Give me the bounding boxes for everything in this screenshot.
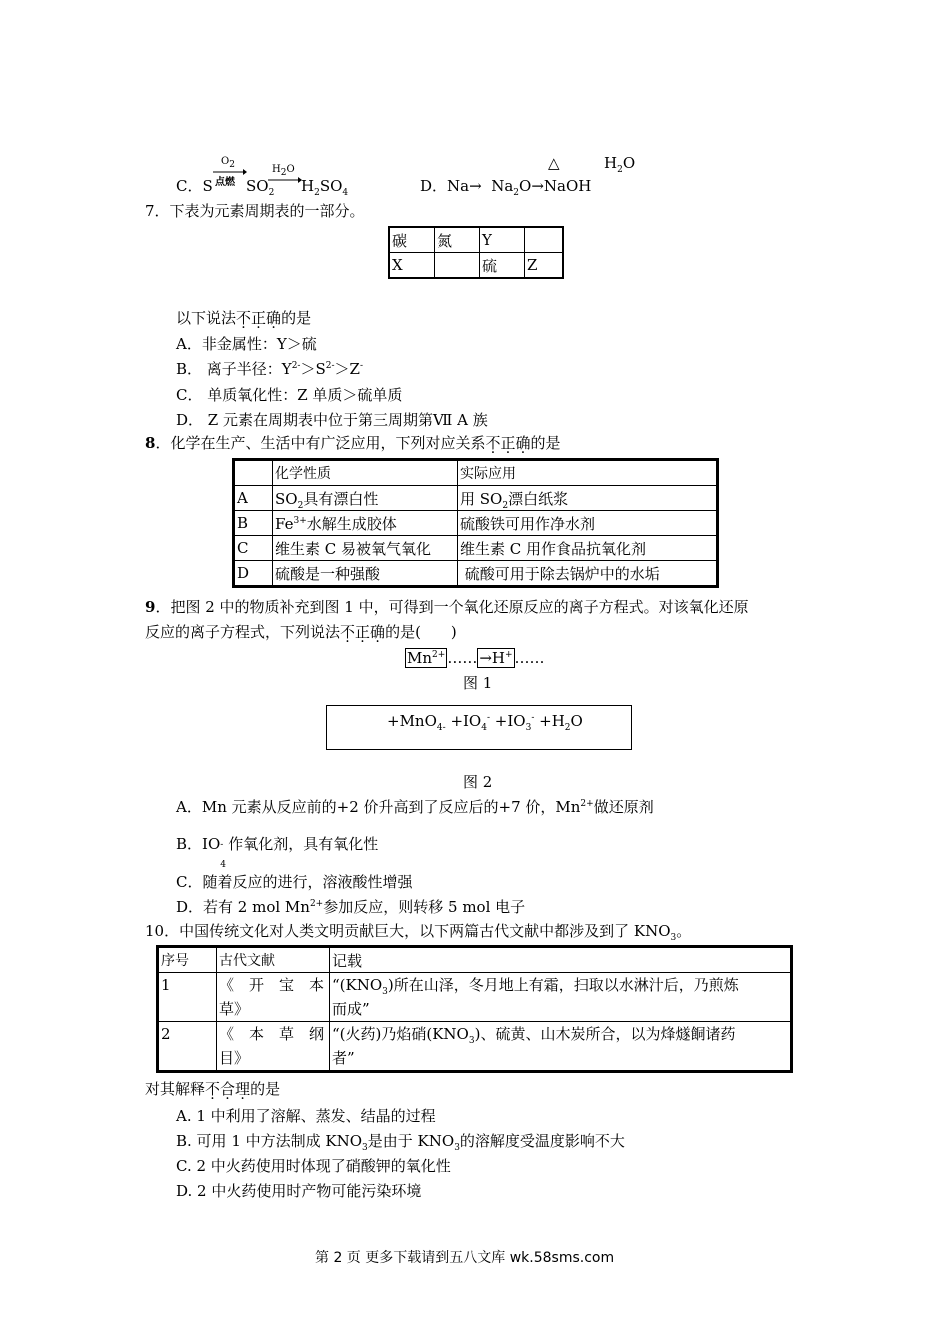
q8-key: B	[234, 511, 273, 536]
q6-c-condition: 点燃	[215, 177, 235, 188]
q10-option-b: B. 可用 1 中方法制成 $KNO_3$是由于 $KNO_3$的溶解度受温度影响不大	[176, 1132, 625, 1153]
q9-stem-line2: 反应的离子方程式，下列说法不正确的是( )	[145, 623, 457, 641]
q7-cell	[525, 227, 564, 253]
q8-row	[234, 561, 718, 587]
q7-cell: Z	[525, 253, 564, 279]
q8-key: D	[234, 561, 273, 587]
q7-option-c: C． 单质氧化性：Z 单质＞硫单质	[176, 386, 403, 404]
q9-option-d: D．若有 2 mol $Mn^{2+}$参加反应，则转移 5 mol 电子	[176, 898, 526, 916]
q10-index: 1	[158, 973, 217, 1022]
q9-stem-line1: 9．把图 2 中的物质补充到图 1 中，可得到一个氧化还原反应的离子方程式。对该氧化还原	[145, 598, 749, 616]
q10-option-c: C. 2 中火药使用时体现了硝酸钾的氧化性	[176, 1157, 451, 1175]
q10-index: 2	[158, 1022, 217, 1072]
q9-figure2-caption: 图 2	[463, 773, 493, 791]
q9-figure1-caption: 图 1	[463, 674, 493, 692]
q7-cell: X	[389, 253, 435, 279]
q10-stem: 10．中国传统文化对人类文明贡献巨大，以下两篇古代文献中都涉及到了 $KNO_3$。	[145, 922, 692, 943]
q8-stem: 8．化学在生产、生活中有广泛应用，下列对应关系不正确的是	[145, 434, 561, 452]
q8-usage: 用 $SO_2$漂白纸浆	[458, 486, 718, 511]
q6-c-arrow1-icon	[213, 168, 247, 176]
q9-option-c: C．随着反应的进行，溶液酸性增强	[176, 873, 413, 891]
q7-cell: 碳	[389, 227, 435, 253]
q8-property: $Fe^{3+}$水解生成胶体	[273, 511, 458, 536]
q7-cell: 硫	[480, 253, 525, 279]
q8-property: $SO_2$具有漂白性	[273, 486, 458, 511]
q6-c-h2so4: $H_2SO_4$	[301, 177, 349, 198]
q10-option-d: D. 2 中火药使用时产物可能污染环境	[176, 1182, 422, 1200]
q10-header-cell: 记载	[330, 947, 792, 973]
q6-option-d: D．$Na\to Na_2O\to NaOH$	[420, 177, 592, 198]
q10-document: 《 本 草 纲 目》	[217, 1022, 330, 1072]
q6-c-arrow2-icon	[268, 176, 302, 184]
q7-periodic-table	[388, 226, 564, 279]
q8-usage: 硫酸铁可用作净水剂	[458, 511, 718, 536]
q7-cell: 氮	[435, 227, 480, 253]
q8-key: C	[234, 536, 273, 561]
q8-property: 硫酸是一种强酸	[273, 561, 458, 587]
q7-option-a: A．非金属性：Y＞硫	[176, 335, 317, 353]
q9-figure2-species: $+MnO_{4-} +IO_4^- +IO_3^- +H_2O$	[387, 712, 583, 733]
page-footer: 第 2 页 更多下载请到五八文库 wk.58sms.com	[315, 1250, 615, 1266]
q10-header-cell: 古代文献	[217, 947, 330, 973]
q7-option-b: B． 离子半径：$Y^{2-}>S^{2-}>Z^-$	[176, 360, 364, 378]
q8-key: A	[234, 486, 273, 511]
q9-figure1: $Mn^{2+}$ …… →H+ ……	[407, 649, 545, 667]
q7-cell	[435, 253, 480, 279]
q7-option-d: D． Z 元素在周期表中位于第三周期第Ⅶ A 族	[176, 411, 488, 429]
q9-option-b: B．IO - 4 作氧化剂，具有氧化性	[176, 835, 379, 870]
q7-cell: Y	[480, 227, 525, 253]
q6-d-h2o: $H_2O$	[604, 154, 636, 175]
q6-option-c: C．S	[176, 177, 213, 195]
q8-row	[234, 486, 718, 511]
q6-d-triangle-icon: △	[548, 154, 560, 172]
q10-option-a: A. 1 中利用了溶解、蒸发、结晶的过程	[176, 1107, 436, 1125]
q10-table	[156, 945, 793, 1073]
q10-header-cell: 序号	[158, 947, 217, 973]
q7-stem: 7．下表为元素周期表的一部分。	[145, 202, 365, 220]
q8-row	[234, 536, 718, 561]
q7-lead: 以下说法不正确的是	[176, 309, 312, 327]
q8-row	[234, 511, 718, 536]
q8-header-cell: 化学性质	[273, 460, 458, 486]
q10-row	[158, 973, 792, 1022]
q8-usage: 维生素 C 用作食品抗氧化剂	[458, 536, 718, 561]
q9-option-a: A．Mn 元素从反应前的+2 价升高到了反应后的+7 价，$Mn^{2+}$做还原剂	[176, 798, 654, 816]
q8-usage: 硫酸可用于除去锅炉中的水垢	[458, 561, 718, 587]
q10-row	[158, 1022, 792, 1072]
q6-c-so2: $SO_2$	[246, 177, 275, 198]
q6-c-o2-label: $O_2$	[221, 156, 235, 170]
q10-lead: 对其解释不合理的是	[145, 1080, 281, 1098]
q6-c-h2o-label: $H_2O$	[272, 164, 295, 178]
q10-document: 《 开 宝 本 草》	[217, 973, 330, 1022]
q8-header-cell	[234, 460, 273, 486]
q8-table	[232, 458, 719, 588]
q8-header-cell: 实际应用	[458, 460, 718, 486]
q8-property: 维生素 C 易被氧气氧化	[273, 536, 458, 561]
q10-record: “(火药)乃焰硝$(KNO_3)$、硫黄、山木炭所合，以为烽燧餇诸药 者”	[330, 1022, 792, 1072]
q10-record: “$(KNO_3)$所在山泽，冬月地上有霜，扫取以水淋汁后，乃煎炼 而成”	[330, 973, 792, 1022]
